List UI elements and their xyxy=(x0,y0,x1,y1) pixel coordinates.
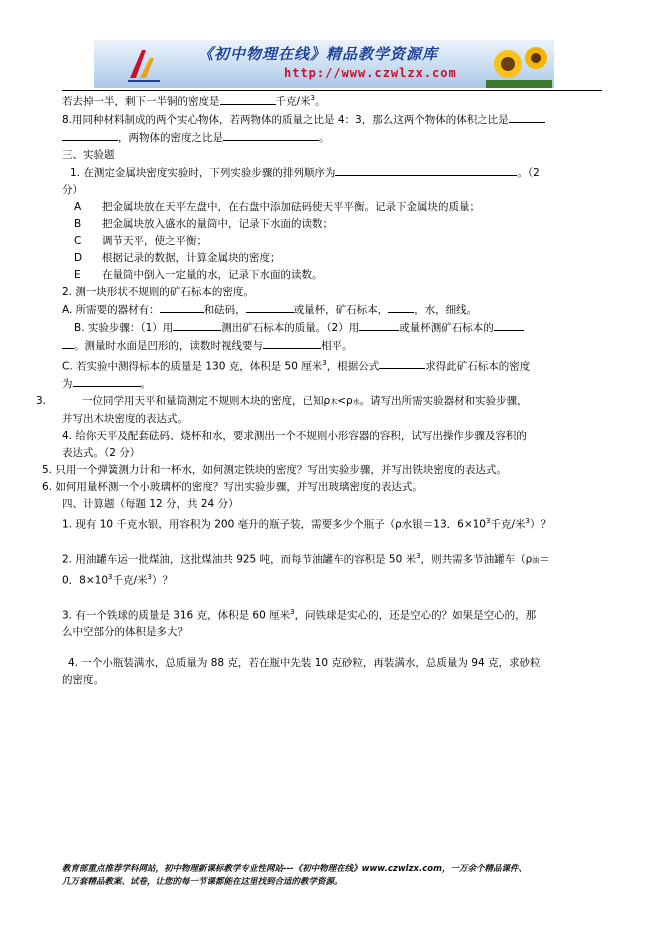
answer-blank[interactable] xyxy=(359,319,399,331)
footer-line: 几万套精品教案、试卷，让您的每一节课都能在这里找到合适的教学资源。 xyxy=(62,877,343,887)
text-line: 3. 一位同学用天平和量筒测定不规则木块的密度，已知ρ木<ρ水。请写出所需实验器材和实验步骤， xyxy=(36,395,528,407)
answer-blank[interactable] xyxy=(263,337,321,349)
text-line: 2. 用油罐车运一批煤油，这批煤油共 925 吨，而每节油罐车的容积是 50 米$^3$，则共需多节油罐车（ρ油＝ xyxy=(62,551,550,565)
text-line: 4. 给你天平及配套砝码、烧杯和水，要求测出一个不规则小形容器的容积，试写出操作步骤及容积的 xyxy=(62,430,527,442)
text-line: 3. 有一个铁球的质量是 316 克，体积是 60 厘米$^3$，问铁球是实心的，还是空心的？如果是空心的，那 xyxy=(62,607,537,621)
header-banner xyxy=(94,40,554,88)
text-line: 的密度。 xyxy=(62,674,104,686)
answer-blank[interactable] xyxy=(62,337,74,349)
text-line: 若去掉一半，剩下一半铜的密度是 千克/米$^3$。 xyxy=(62,94,326,108)
text-line: C. 若实验中测得标本的质量是 130 克，体积是 50 厘米$^3$，根据公式 求得此矿石标本的密度 xyxy=(62,358,531,372)
text-line: 0．$8\times 10^3$千克/米$^3$）？ xyxy=(62,573,174,587)
text-line: 1. 在测定金属块密度实验时，下列实验步骤的排列顺序为 。（2 xyxy=(62,164,602,182)
answer-blank[interactable] xyxy=(73,375,141,387)
section-heading: 三、实验题 xyxy=(62,148,115,161)
text-line: ，两物体的密度之比是 。 xyxy=(62,129,602,147)
text-line: 5. 只用一个弹簧测力计和一杯水，如何测定铁块的密度？写出实验步骤，并写出铁块密度的表达式。 xyxy=(42,464,507,476)
text-line: 为 。 xyxy=(62,375,602,393)
text-line: 。测量时水面是凹形的，读数时视线要与 相平。 xyxy=(62,337,602,355)
text-line: 2. 测一块形状不规则的矿石标本的密度。 xyxy=(62,285,254,298)
text-line: 6. 如何用量杯测一个小玻璃杯的密度？写出实验步骤，并写出玻璃密度的表达式。 xyxy=(42,481,423,493)
text-line: 8.用同种材料制成的两个实心物体，若两物体的质量之比是 4：3，那么这两个物体的体积之比是 xyxy=(62,111,602,129)
banner-title: 《初中物理在线》精品教学资源库 xyxy=(198,45,439,63)
answer-blank[interactable] xyxy=(388,301,414,313)
banner-url: http://www.czwlzx.com xyxy=(284,66,457,80)
text-line: 4. 一个小瓶装满水，总质量为 88 克，若在瓶中先装 10 克砂粒，再装满水，总质量为 94 克，求砂粒 xyxy=(68,657,541,669)
answer-blank[interactable] xyxy=(160,301,204,313)
text-line: 么中空部分的体积是多大？ xyxy=(62,626,188,638)
sunflower-icon xyxy=(486,42,552,88)
answer-blank[interactable] xyxy=(62,129,118,141)
answer-blank[interactable] xyxy=(494,319,524,331)
text-line: 1. 现有 10 千克水银，用容积为 200 毫升的瓶子装，需要多少个瓶子（ρ水银＝13．$6\times 10^3$千克/米$^3$）？ xyxy=(62,517,551,531)
answer-blank[interactable] xyxy=(173,319,221,331)
text-line: A. 所需要的器材有： 和砝码， 或量杯，矿石标本， ，水，细线。 xyxy=(62,301,602,319)
answer-blank[interactable] xyxy=(509,111,545,123)
answer-blank[interactable] xyxy=(379,357,425,369)
text-line: 分） xyxy=(62,183,83,196)
answer-blank[interactable] xyxy=(220,93,276,105)
option-b: B 把金属块放入盛水的量筒中，记录下水面的读数； xyxy=(74,217,333,230)
worksheet-content xyxy=(36,90,602,689)
answer-blank[interactable] xyxy=(246,301,294,313)
text-line: 表达式。（2 分） xyxy=(62,447,141,459)
answer-blank[interactable] xyxy=(335,164,517,176)
text-line: B. 实验步骤：（1）用 测出矿石标本的质量。（2）用 或量杯测矿石标本的 xyxy=(62,319,602,337)
logo-icon xyxy=(124,44,164,84)
option-c: C 调节天平，使之平衡； xyxy=(74,234,207,247)
section-heading: 四、计算题（每题 12 分，共 24 分） xyxy=(62,498,239,510)
answer-blank[interactable] xyxy=(223,129,319,141)
option-a: A 把金属块放在天平左盘中，在右盘中添加砝码使天平平衡。记录下金属块的质量； xyxy=(74,200,480,213)
footer-line: 教育部重点推荐学科网站，初中物理新课标教学专业性网站---《初中物理在线》www.czwlzx.com，一万余个精品课件、 xyxy=(62,864,527,874)
option-d: D 根据记录的数据，计算金属块的密度； xyxy=(74,251,281,264)
page-footer xyxy=(62,863,602,889)
option-e: E 在量筒中倒入一定量的水，记录下水面的读数。 xyxy=(74,268,323,281)
text-line: 并写出木块密度的表达式。 xyxy=(62,413,188,425)
